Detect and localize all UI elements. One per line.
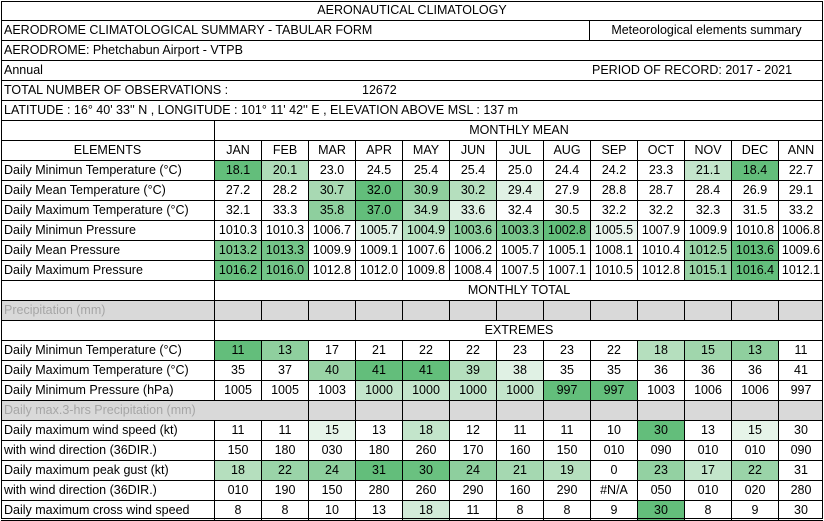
monthly-mean-value-mar: 1006.7 <box>308 221 355 240</box>
monthly-mean-value-jun: 1006.2 <box>449 241 496 260</box>
month-header-mar: MAR <box>308 141 355 160</box>
wind-value-jun: 24 <box>449 461 496 480</box>
monthly-mean-value-aug: 30.5 <box>543 201 590 220</box>
extreme-value-mar: 40 <box>308 361 355 380</box>
monthly-mean-row-label: Daily Minimun Temperature (°C) <box>4 163 182 177</box>
monthly-mean-value-jun: 30.2 <box>449 181 496 200</box>
extreme-value-oct: 1003 <box>637 381 684 400</box>
precipitation-3hrs-cell <box>731 401 778 420</box>
monthly-mean-value-jul: 1007.5 <box>496 261 543 280</box>
monthly-mean-value-sep: 1010.5 <box>590 261 637 280</box>
monthly-mean-value-nov: 21.1 <box>684 161 731 180</box>
precipitation-cell <box>731 301 778 320</box>
monthly-mean-value-aug: 1007.1 <box>543 261 590 280</box>
wind-value-sep: 010 <box>590 441 637 460</box>
monthly-mean-row <box>1 221 823 241</box>
extreme-row-label: Daily Minimun Temperature (°C) <box>4 343 182 357</box>
monthly-mean-value-jan: 1016.2 <box>214 261 261 280</box>
monthly-mean-value-jan: 18.1 <box>214 161 261 180</box>
wind-value-jul: 11 <box>496 421 543 440</box>
wind-value-may: 260 <box>402 481 449 500</box>
page-title: AERONAUTICAL CLIMATOLOGY <box>317 3 507 17</box>
wind-value-mar: 15 <box>308 421 355 440</box>
monthly-mean-value-jan: 1010.3 <box>214 221 261 240</box>
wind-value-apr: 180 <box>355 441 402 460</box>
monthly-mean-value-ann: 33.2 <box>778 201 823 220</box>
extreme-value-ann: 997 <box>778 381 823 400</box>
monthly-mean-row <box>1 261 823 281</box>
wind-value-may: 30 <box>402 461 449 480</box>
wind-row-label: Daily maximum wind speed (kt) <box>4 423 178 437</box>
monthly-mean-value-oct: 1007.9 <box>637 221 684 240</box>
wind-value-apr: 280 <box>355 481 402 500</box>
wind-value-nov: 8 <box>684 501 731 520</box>
month-header-feb: FEB <box>261 141 308 160</box>
extreme-value-jul: 23 <box>496 341 543 360</box>
monthly-mean-value-sep: 24.2 <box>590 161 637 180</box>
climatology-sheet <box>1 1 823 519</box>
precipitation-cell <box>308 301 355 320</box>
extreme-row <box>1 381 823 401</box>
month-header-sep: SEP <box>590 141 637 160</box>
wind-row <box>1 461 823 481</box>
observations-value: 12672 <box>362 83 397 97</box>
monthly-mean-value-ann: 1006.8 <box>778 221 823 240</box>
wind-value-feb: 22 <box>261 461 308 480</box>
precipitation-cell <box>355 301 402 320</box>
monthly-mean-value-mar: 1012.8 <box>308 261 355 280</box>
monthly-mean-value-oct: 1012.8 <box>637 261 684 280</box>
precipitation-3hrs-cell <box>308 401 355 420</box>
precipitation-cell <box>778 301 823 320</box>
extreme-value-jul: 1000 <box>496 381 543 400</box>
monthly-mean-value-nov: 1009.9 <box>684 221 731 240</box>
monthly-mean-value-sep: 1005.5 <box>590 221 637 240</box>
aerodrome-row <box>1 41 823 61</box>
monthly-mean-value-may: 1007.6 <box>402 241 449 260</box>
precipitation-3hrs-cell <box>355 401 402 420</box>
extreme-value-aug: 997 <box>543 381 590 400</box>
monthly-mean-value-ann: 22.7 <box>778 161 823 180</box>
monthly-mean-value-jan: 27.2 <box>214 181 261 200</box>
monthly-mean-value-mar: 35.8 <box>308 201 355 220</box>
wind-value-oct: 050 <box>637 481 684 500</box>
monthly-mean-value-jun: 1008.4 <box>449 261 496 280</box>
wind-row <box>1 421 823 441</box>
monthly-mean-value-sep: 28.8 <box>590 181 637 200</box>
monthly-mean-value-apr: 24.5 <box>355 161 402 180</box>
wind-value-oct: 30 <box>637 501 684 520</box>
month-header-apr: APR <box>355 141 402 160</box>
extreme-value-ann: 41 <box>778 361 823 380</box>
period-of-record: PERIOD OF RECORD: 2017 - 2021 <box>592 63 793 77</box>
wind-value-dec: 020 <box>731 481 778 500</box>
wind-value-ann: 090 <box>778 441 823 460</box>
month-header-jan: JAN <box>214 141 261 160</box>
period-type: Annual <box>4 63 43 77</box>
wind-value-aug: 8 <box>543 501 590 520</box>
extreme-value-feb: 37 <box>261 361 308 380</box>
extreme-row <box>1 341 823 361</box>
wind-value-apr: 31 <box>355 461 402 480</box>
monthly-mean-value-feb: 28.2 <box>261 181 308 200</box>
monthly-mean-value-sep: 1008.1 <box>590 241 637 260</box>
wind-value-nov: 010 <box>684 441 731 460</box>
monthly-mean-value-may: 1009.8 <box>402 261 449 280</box>
extreme-value-nov: 1006 <box>684 381 731 400</box>
months-header-row <box>1 141 823 161</box>
extreme-value-ann: 11 <box>778 341 823 360</box>
extreme-value-dec: 1006 <box>731 381 778 400</box>
observations-row <box>1 81 823 101</box>
monthly-mean-value-oct: 28.7 <box>637 181 684 200</box>
wind-value-may: 18 <box>402 501 449 520</box>
monthly-total-header-row <box>1 281 823 301</box>
monthly-mean-row-label: Daily Mean Temperature (°C) <box>4 183 166 197</box>
monthly-mean-value-may: 25.4 <box>402 161 449 180</box>
extreme-value-mar: 17 <box>308 341 355 360</box>
wind-row-label: Daily maximum cross wind speed <box>4 503 190 517</box>
precipitation-3hrs-cell <box>402 401 449 420</box>
extreme-value-apr: 21 <box>355 341 402 360</box>
monthly-mean-value-feb: 1010.3 <box>261 221 308 240</box>
month-header-oct: OCT <box>637 141 684 160</box>
wind-value-ann: 280 <box>778 481 823 500</box>
precipitation-cell <box>637 301 684 320</box>
extreme-value-sep: 22 <box>590 341 637 360</box>
extreme-value-feb: 13 <box>261 341 308 360</box>
wind-value-mar: 030 <box>308 441 355 460</box>
monthly-mean-value-nov: 1015.1 <box>684 261 731 280</box>
month-header-nov: NOV <box>684 141 731 160</box>
monthly-mean-value-ann: 1009.6 <box>778 241 823 260</box>
period-row <box>1 61 823 81</box>
wind-value-jul: 21 <box>496 461 543 480</box>
wind-value-feb: 180 <box>261 441 308 460</box>
monthly-mean-value-dec: 31.5 <box>731 201 778 220</box>
monthly-mean-value-feb: 1013.3 <box>261 241 308 260</box>
precipitation-cell <box>261 301 308 320</box>
monthly-mean-value-jul: 1005.7 <box>496 241 543 260</box>
wind-value-mar: 10 <box>308 501 355 520</box>
precipitation-3hrs-cell <box>637 401 684 420</box>
extreme-row <box>1 361 823 381</box>
extreme-value-nov: 15 <box>684 341 731 360</box>
wind-value-nov: 17 <box>684 461 731 480</box>
monthly-mean-value-nov: 32.3 <box>684 201 731 220</box>
summary-label: Meteorological elements summary <box>611 23 802 37</box>
month-header-jul: JUL <box>496 141 543 160</box>
wind-value-jul: 160 <box>496 481 543 500</box>
monthly-mean-value-aug: 27.9 <box>543 181 590 200</box>
wind-value-sep: 10 <box>590 421 637 440</box>
precipitation-label: Precipitation (mm) <box>4 303 106 317</box>
monthly-mean-row-label: Daily Minimun Pressure <box>4 223 136 237</box>
monthly-mean-row <box>1 161 823 181</box>
precipitation-3hrs-cell <box>496 401 543 420</box>
wind-row <box>1 501 823 521</box>
monthly-mean-row <box>1 241 823 261</box>
monthly-mean-value-apr: 37.0 <box>355 201 402 220</box>
monthly-mean-value-jul: 25.0 <box>496 161 543 180</box>
wind-value-nov: 010 <box>684 481 731 500</box>
elements-label: ELEMENTS <box>73 143 142 157</box>
monthly-mean-value-aug: 1005.1 <box>543 241 590 260</box>
extreme-value-aug: 35 <box>543 361 590 380</box>
extreme-value-jan: 11 <box>214 341 261 360</box>
monthly-mean-value-dec: 1013.6 <box>731 241 778 260</box>
wind-value-may: 18 <box>402 421 449 440</box>
wind-value-jun: 290 <box>449 481 496 500</box>
wind-value-jun: 11 <box>449 501 496 520</box>
monthly-mean-value-nov: 28.4 <box>684 181 731 200</box>
extreme-value-mar: 1003 <box>308 381 355 400</box>
monthly-mean-value-jul: 1003.3 <box>496 221 543 240</box>
wind-value-dec: 22 <box>731 461 778 480</box>
monthly-mean-value-apr: 1012.0 <box>355 261 402 280</box>
monthly-mean-value-oct: 32.2 <box>637 201 684 220</box>
monthly-mean-value-apr: 32.0 <box>355 181 402 200</box>
monthly-mean-value-jun: 1003.6 <box>449 221 496 240</box>
monthly-mean-row <box>1 181 823 201</box>
precipitation-cell <box>496 301 543 320</box>
wind-value-feb: 8 <box>261 501 308 520</box>
monthly-mean-value-jun: 33.6 <box>449 201 496 220</box>
wind-row <box>1 441 823 461</box>
precipitation-row <box>1 301 823 321</box>
monthly-mean-value-feb: 33.3 <box>261 201 308 220</box>
wind-value-sep: #N/A <box>590 481 637 500</box>
wind-row-label: with wind direction (36DIR.) <box>4 443 157 457</box>
extremes-label: EXTREMES <box>214 321 823 340</box>
extreme-value-may: 1000 <box>402 381 449 400</box>
precipitation-cell <box>449 301 496 320</box>
month-header-aug: AUG <box>543 141 590 160</box>
extreme-value-jan: 1005 <box>214 381 261 400</box>
title-row <box>1 1 823 21</box>
wind-value-aug: 11 <box>543 421 590 440</box>
wind-value-oct: 30 <box>637 421 684 440</box>
wind-value-oct: 090 <box>637 441 684 460</box>
wind-value-jan: 8 <box>214 501 261 520</box>
monthly-mean-value-mar: 30.7 <box>308 181 355 200</box>
month-header-jun: JUN <box>449 141 496 160</box>
wind-value-jan: 18 <box>214 461 261 480</box>
wind-value-oct: 23 <box>637 461 684 480</box>
extreme-value-dec: 36 <box>731 361 778 380</box>
wind-row <box>1 481 823 501</box>
extreme-value-oct: 18 <box>637 341 684 360</box>
aerodrome-name: AERODROME: Phetchabun Airport - VTPB <box>4 43 243 57</box>
wind-row-label: with wind direction (36DIR.) <box>4 483 157 497</box>
form-title-row <box>1 21 823 41</box>
month-header-dec: DEC <box>731 141 778 160</box>
monthly-mean-label: MONTHLY MEAN <box>214 121 823 140</box>
wind-value-aug: 150 <box>543 441 590 460</box>
wind-value-jan: 11 <box>214 421 261 440</box>
extreme-value-oct: 36 <box>637 361 684 380</box>
extreme-row-label: Daily Maximum Temperature (°C) <box>4 363 189 377</box>
monthly-mean-value-nov: 1012.5 <box>684 241 731 260</box>
monthly-mean-row <box>1 201 823 221</box>
extreme-value-jun: 39 <box>449 361 496 380</box>
extreme-value-sep: 997 <box>590 381 637 400</box>
wind-value-jun: 12 <box>449 421 496 440</box>
monthly-mean-value-feb: 20.1 <box>261 161 308 180</box>
location-row <box>1 101 823 121</box>
precipitation-3hrs-row <box>1 401 823 421</box>
extreme-value-jun: 22 <box>449 341 496 360</box>
monthly-mean-value-ann: 29.1 <box>778 181 823 200</box>
monthly-mean-value-aug: 24.4 <box>543 161 590 180</box>
monthly-mean-value-jun: 25.4 <box>449 161 496 180</box>
month-header-ann: ANN <box>778 141 823 160</box>
precipitation-3hrs-cell <box>590 401 637 420</box>
extreme-value-dec: 13 <box>731 341 778 360</box>
precipitation-3hrs-cell <box>778 401 823 420</box>
wind-value-jun: 170 <box>449 441 496 460</box>
wind-value-jan: 150 <box>214 441 261 460</box>
wind-value-jul: 160 <box>496 441 543 460</box>
wind-value-dec: 15 <box>731 421 778 440</box>
monthly-mean-value-apr: 1009.1 <box>355 241 402 260</box>
monthly-mean-value-jul: 29.4 <box>496 181 543 200</box>
wind-value-feb: 190 <box>261 481 308 500</box>
monthly-mean-value-oct: 23.3 <box>637 161 684 180</box>
wind-value-aug: 290 <box>543 481 590 500</box>
monthly-mean-row-label: Daily Mean Pressure <box>4 243 121 257</box>
month-header-may: MAY <box>402 141 449 160</box>
wind-value-sep: 9 <box>590 501 637 520</box>
wind-value-ann: 30 <box>778 421 823 440</box>
monthly-mean-value-apr: 1005.7 <box>355 221 402 240</box>
extreme-value-may: 41 <box>402 361 449 380</box>
monthly-mean-value-mar: 23.0 <box>308 161 355 180</box>
monthly-mean-value-jul: 32.4 <box>496 201 543 220</box>
precipitation-3hrs-label: Daily max.3-hrs Precipitation (mm) <box>4 403 196 417</box>
extreme-value-aug: 23 <box>543 341 590 360</box>
monthly-total-label: MONTHLY TOTAL <box>214 281 823 300</box>
wind-value-jan: 010 <box>214 481 261 500</box>
extreme-value-jul: 38 <box>496 361 543 380</box>
monthly-mean-value-dec: 1016.4 <box>731 261 778 280</box>
wind-value-ann: 30 <box>778 501 823 520</box>
extremes-header-row <box>1 321 823 341</box>
precipitation-cell <box>590 301 637 320</box>
wind-value-may: 260 <box>402 441 449 460</box>
extreme-value-may: 22 <box>402 341 449 360</box>
precipitation-cell <box>543 301 590 320</box>
wind-value-feb: 11 <box>261 421 308 440</box>
monthly-mean-value-jan: 32.1 <box>214 201 261 220</box>
extreme-value-apr: 1000 <box>355 381 402 400</box>
monthly-mean-value-ann: 1012.1 <box>778 261 823 280</box>
wind-value-apr: 13 <box>355 501 402 520</box>
wind-value-ann: 31 <box>778 461 823 480</box>
precipitation-3hrs-cell <box>684 401 731 420</box>
wind-value-apr: 13 <box>355 421 402 440</box>
wind-value-nov: 13 <box>684 421 731 440</box>
extreme-value-sep: 35 <box>590 361 637 380</box>
wind-value-dec: 9 <box>731 501 778 520</box>
extreme-row-label: Daily Minimum Pressure (hPa) <box>4 383 174 397</box>
monthly-mean-row-label: Daily Maximum Pressure <box>4 263 143 277</box>
monthly-mean-value-aug: 1002.8 <box>543 221 590 240</box>
monthly-mean-value-may: 1004.9 <box>402 221 449 240</box>
precipitation-cell <box>214 301 261 320</box>
wind-value-mar: 150 <box>308 481 355 500</box>
wind-value-mar: 24 <box>308 461 355 480</box>
extreme-value-feb: 1005 <box>261 381 308 400</box>
monthly-mean-row-label: Daily Maximum Temperature (°C) <box>4 203 189 217</box>
monthly-mean-value-jan: 1013.2 <box>214 241 261 260</box>
extreme-value-nov: 36 <box>684 361 731 380</box>
extreme-value-jan: 35 <box>214 361 261 380</box>
observations-label: TOTAL NUMBER OF OBSERVATIONS : <box>4 83 229 97</box>
precipitation-3hrs-cell <box>449 401 496 420</box>
wind-row-label: Daily maximum peak gust (kt) <box>4 463 169 477</box>
monthly-mean-value-dec: 26.9 <box>731 181 778 200</box>
monthly-mean-value-mar: 1009.9 <box>308 241 355 260</box>
extreme-value-apr: 41 <box>355 361 402 380</box>
monthly-mean-value-sep: 32.2 <box>590 201 637 220</box>
monthly-mean-value-oct: 1010.4 <box>637 241 684 260</box>
wind-value-aug: 19 <box>543 461 590 480</box>
extreme-value-jun: 1000 <box>449 381 496 400</box>
precipitation-cell <box>402 301 449 320</box>
wind-value-jul: 8 <box>496 501 543 520</box>
monthly-mean-value-may: 34.9 <box>402 201 449 220</box>
precipitation-3hrs-cell <box>543 401 590 420</box>
monthly-mean-value-dec: 18.4 <box>731 161 778 180</box>
monthly-mean-value-feb: 1016.0 <box>261 261 308 280</box>
monthly-mean-value-dec: 1010.8 <box>731 221 778 240</box>
monthly-mean-header-row <box>1 121 823 141</box>
wind-value-dec: 010 <box>731 441 778 460</box>
location-info: LATITUDE : 16° 40' 33'' N , LONGITUDE : 101° 11' 42'' E , ELEVATION ABOVE MSL : 137 m <box>4 103 519 117</box>
form-title: AERODROME CLIMATOLOGICAL SUMMARY - TABULAR FORM <box>4 23 373 37</box>
precipitation-cell <box>684 301 731 320</box>
wind-value-sep: 0 <box>590 461 637 480</box>
monthly-mean-value-may: 30.9 <box>402 181 449 200</box>
